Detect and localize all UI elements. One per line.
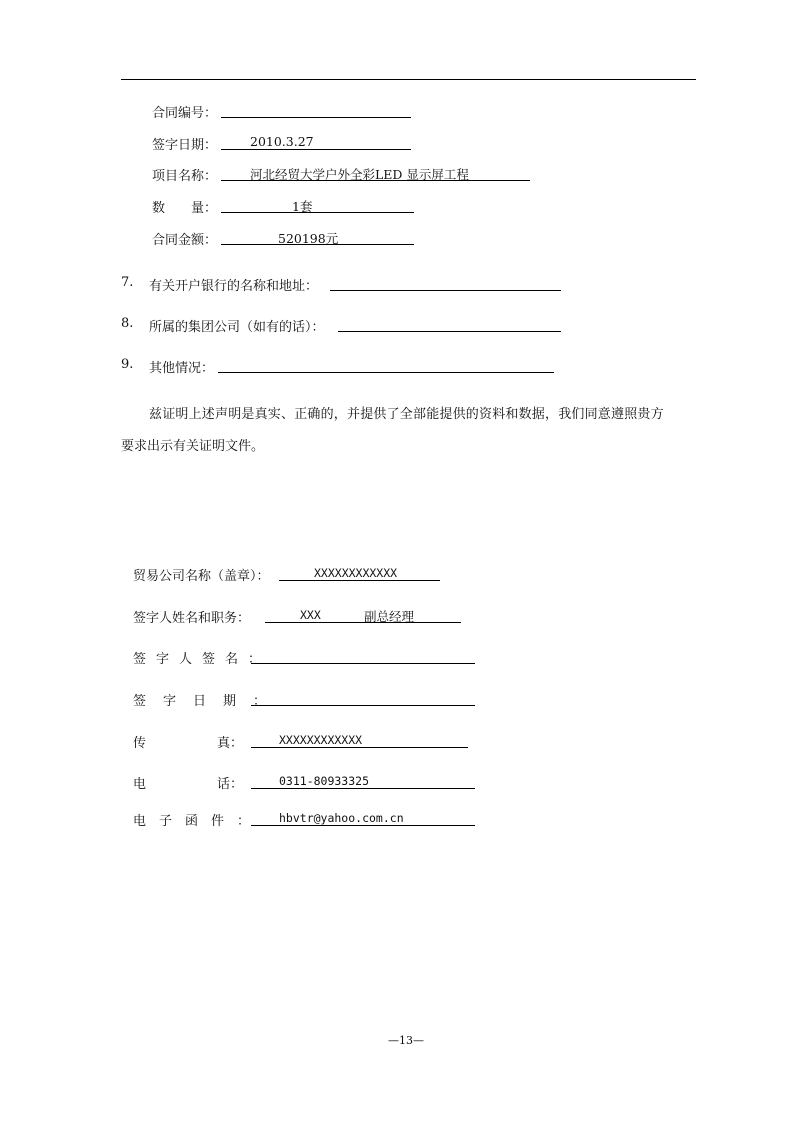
- signer-name-title-label: 签字人姓名和职务：: [133, 611, 251, 626]
- bank-info-field: [330, 275, 561, 291]
- sign-date-value: 2010.3.27: [250, 134, 314, 149]
- bank-info-label: 有关开户银行的名称和地址：: [149, 279, 319, 294]
- fax-label-second: 真：: [217, 736, 244, 751]
- signer-title-value: 副总经理: [364, 609, 415, 624]
- group-company-label: 所属的集团公司（如有的话）：: [149, 320, 325, 335]
- phone-label-first: 电: [133, 777, 147, 792]
- page-number: —13—: [388, 1034, 424, 1047]
- other-info-label: 其他情况：: [149, 361, 215, 376]
- contract-number-label: 合同编号：: [152, 106, 218, 121]
- phone-label-second: 话：: [217, 777, 244, 792]
- sign-date-label: 签字日期：: [152, 138, 218, 153]
- contract-amount-value: 520198元: [278, 231, 339, 246]
- fax-label-first: 传: [133, 736, 147, 751]
- quantity-label: 数 量：: [152, 201, 218, 216]
- signing-date-field: [251, 690, 475, 706]
- fax-value: XXXXXXXXXXXX: [279, 733, 363, 747]
- signer-signature-field: [251, 648, 475, 664]
- contract-amount-label: 合同金额：: [152, 233, 218, 248]
- statement-line-1: 兹证明上述声明是真实、正确的，并提供了全部能提供的资料和数据，我们同意遵照贵方: [149, 407, 664, 422]
- trading-company-label: 贸易公司名称（盖章）：: [133, 569, 270, 584]
- project-name-value: 河北经贸大学户外全彩LED 显示屏工程: [250, 167, 469, 182]
- phone-value: 0311-80933325: [279, 774, 370, 788]
- signer-name-title-field: [265, 607, 461, 623]
- header-rule: [121, 79, 696, 80]
- other-info-field: [218, 357, 554, 373]
- project-name-label: 项目名称：: [152, 169, 218, 184]
- email-value: hbvtr@yahoo.com.cn: [279, 811, 404, 825]
- signer-signature-label: 签字人签名：: [133, 652, 272, 667]
- item-number: 9.: [121, 357, 134, 372]
- signer-name-value: XXX: [300, 608, 321, 622]
- quantity-value: 1套: [292, 199, 313, 214]
- email-label: 电子函件：: [133, 814, 264, 829]
- quantity-field: [221, 197, 414, 213]
- trading-company-value: XXXXXXXXXXXX: [314, 566, 398, 580]
- signing-date-label: 签字日期：: [133, 694, 284, 709]
- item-number: 8.: [121, 316, 134, 331]
- contract-number-field: [221, 102, 411, 118]
- statement-line-2: 要求出示有关证明文件。: [121, 439, 265, 454]
- group-company-field: [338, 316, 561, 332]
- item-number: 7.: [121, 275, 134, 290]
